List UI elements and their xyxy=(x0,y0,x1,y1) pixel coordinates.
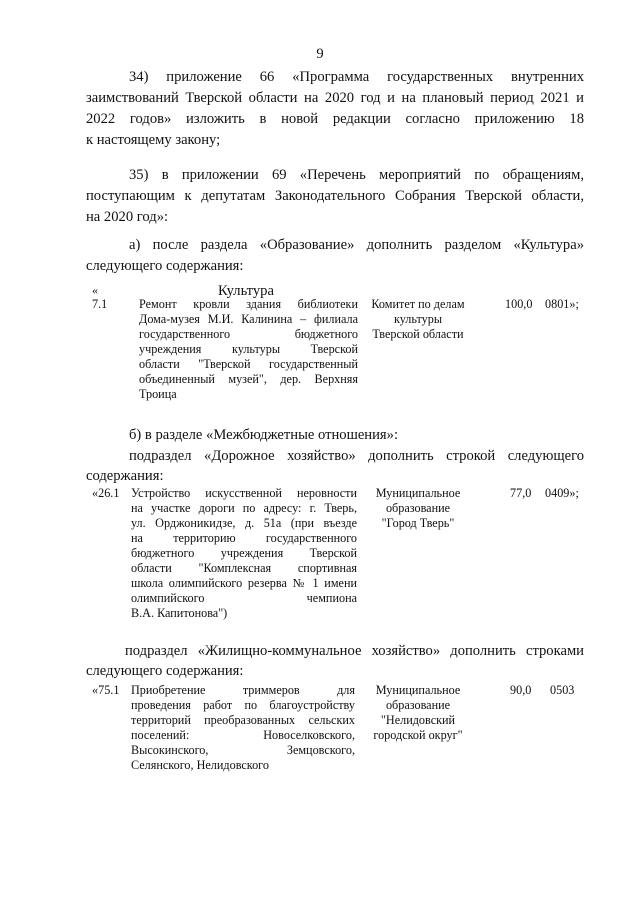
row-executor xyxy=(365,486,471,531)
row-executor xyxy=(365,683,471,743)
row-code: 0801»; xyxy=(545,297,579,311)
description-line: школа олимпийского резерва № 1 имени xyxy=(131,576,357,590)
description-line: территорий преобразованных сельских xyxy=(131,713,355,727)
row-amount: 90,0 xyxy=(510,683,532,697)
sub-a-line: следующего содержания: xyxy=(86,258,244,274)
open-quote: « xyxy=(92,283,98,297)
description-line: области "Комплексная спортивная xyxy=(131,561,357,575)
page-number: 9 xyxy=(316,46,324,62)
sub-b-title: б) в разделе «Межбюджетные отношения»: xyxy=(129,427,398,443)
row-executor xyxy=(365,297,471,342)
executor-line: образование xyxy=(385,501,451,515)
row-amount: 100,0 xyxy=(505,297,533,311)
item-34-line: 2022 годов» изложить в новой редакции согласно приложению 18 xyxy=(86,111,584,127)
item-34-line: 34) приложение 66 «Программа государственных внутренних xyxy=(129,69,584,85)
executor-line: образование xyxy=(385,698,451,712)
description-line: Троица xyxy=(139,387,177,401)
executor-line: городской округ" xyxy=(373,728,463,742)
description-line: Ремонт кровли здания библиотеки xyxy=(139,297,358,311)
executor-line: Муниципальное xyxy=(375,683,461,697)
sub-housing-line: подраздел «Жилищно-коммунальное хозяйство» дополнить строками xyxy=(125,643,584,659)
sub-b-line: подраздел «Дорожное хозяйство» дополнить строкой следующего xyxy=(129,448,584,464)
row-number: «26.1 xyxy=(92,486,120,500)
sub-housing-line: следующего содержания: xyxy=(86,663,244,679)
description-line: на территорию государственного xyxy=(131,531,357,545)
description-line: Высокинского, Земцовского, xyxy=(131,743,355,757)
description-line: Дома-музея М.И. Калинина – филиала xyxy=(139,312,358,326)
executor-line: Муниципальное xyxy=(375,486,461,500)
description-line: В.А. Капитонова") xyxy=(131,606,228,620)
executor-line: "Город Тверь" xyxy=(381,516,455,530)
description-line: Приобретение триммеров для xyxy=(131,683,355,697)
row-description xyxy=(131,683,355,773)
description-line: бюджетного учреждения Тверской xyxy=(131,546,357,560)
description-line: Устройство искусственной неровности xyxy=(131,486,357,500)
row-code: 0503 xyxy=(550,683,575,697)
item-34-line: к настоящему закону; xyxy=(86,132,221,148)
description-line: олимпийского чемпиона xyxy=(131,591,357,605)
description-line: государственного бюджетного xyxy=(139,327,358,341)
item-34-line: заимствований Тверской области на 2020 год и на плановый период 2021 и xyxy=(86,90,584,106)
sub-a-line: а) после раздела «Образование» дополнить разделом «Культура» xyxy=(129,237,584,253)
item-35-line: 35) в приложении 69 «Перечень мероприятий по обращениям, xyxy=(129,167,584,183)
row-description xyxy=(131,486,357,621)
description-line: Селянского, Нелидовского xyxy=(131,758,269,772)
executor-line: "Нелидовский xyxy=(380,713,456,727)
description-line: на участке дороги по адресу: г. Тверь, xyxy=(131,501,357,515)
executor-line: Тверской области xyxy=(372,327,464,341)
row-number: «75.1 xyxy=(92,683,120,697)
executor-line: Комитет по делам xyxy=(371,297,465,311)
description-line: объединенный музей", дер. Верхняя xyxy=(139,372,358,386)
item-35-line: поступающим к депутатам Законодательного Собрания Тверской области, xyxy=(86,188,584,204)
description-line: учреждения культуры Тверской xyxy=(139,342,358,356)
row-code: 0409»; xyxy=(545,486,579,500)
sub-b-line: содержания: xyxy=(86,468,164,484)
description-line: проведения работ по благоустройству xyxy=(131,698,355,712)
row-amount: 77,0 xyxy=(510,486,532,500)
description-line: поселений: Новоселковского, xyxy=(131,728,355,742)
description-line: области "Тверской государственный xyxy=(139,357,358,371)
row-number: 7.1 xyxy=(92,297,108,311)
description-line: ул. Орджоникидзе, д. 51а (при въезде xyxy=(131,516,357,530)
item-35-line: на 2020 год»: xyxy=(86,209,169,225)
section-title-culture: Культура xyxy=(218,283,274,299)
row-description xyxy=(139,297,358,402)
executor-line: культуры xyxy=(393,312,443,326)
